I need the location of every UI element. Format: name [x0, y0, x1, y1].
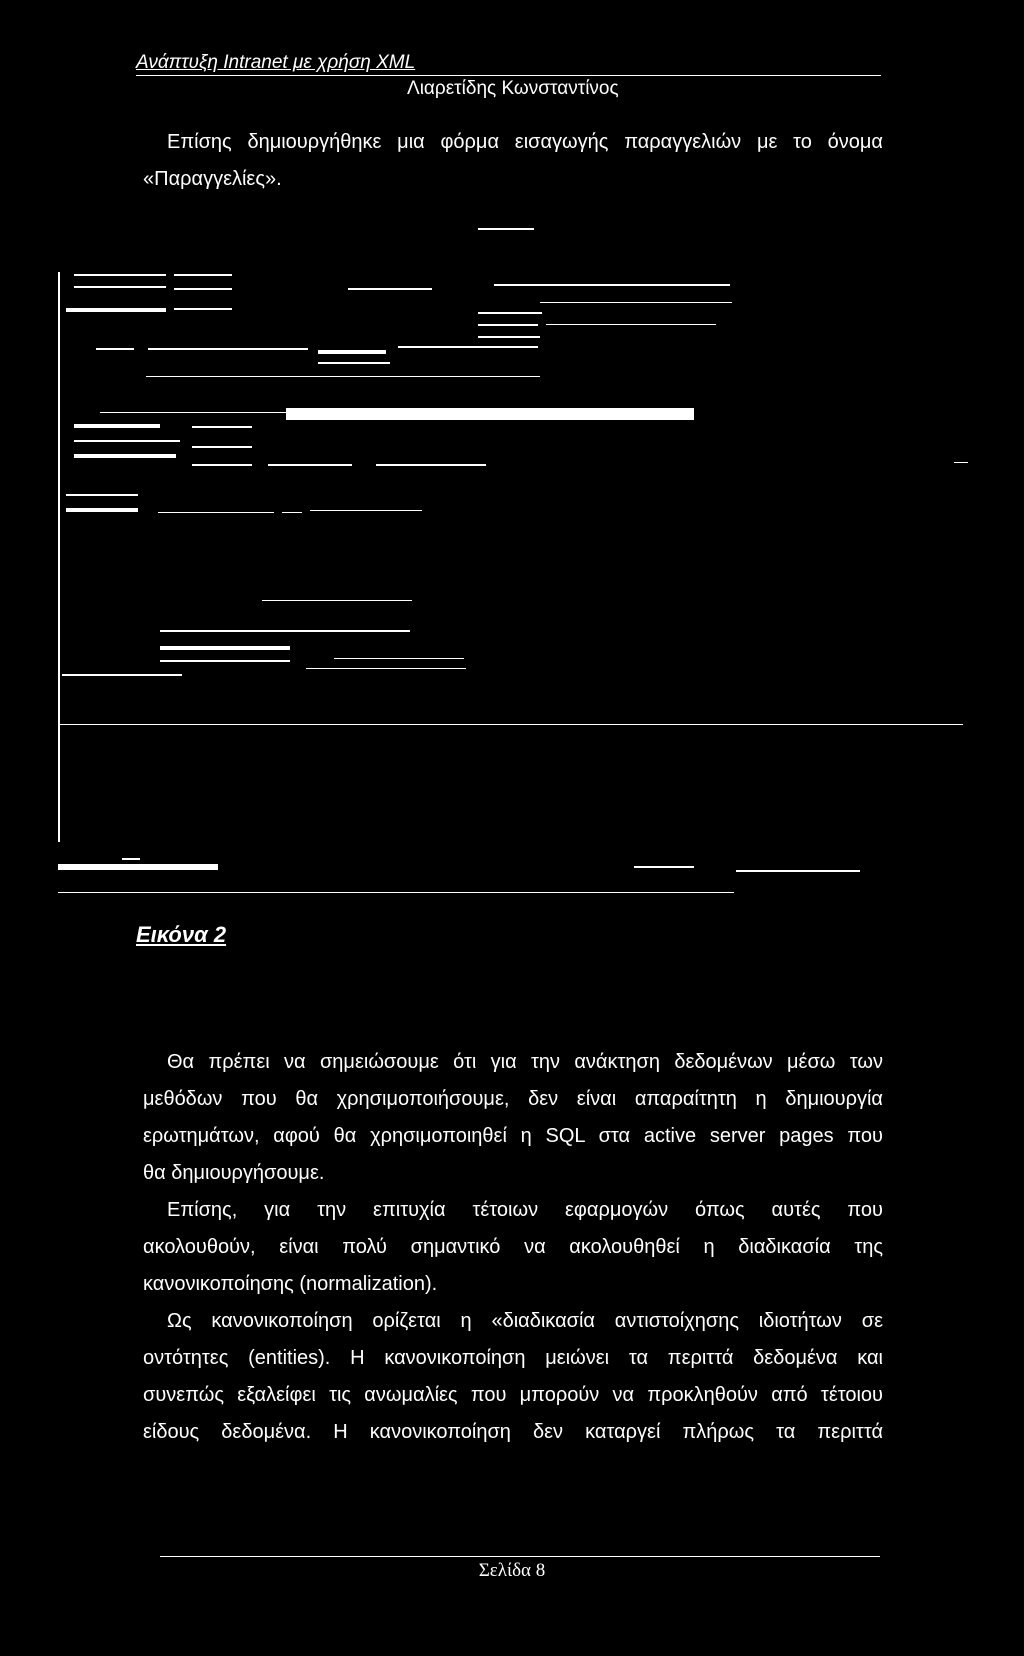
- form-field-line: [62, 674, 182, 676]
- figure-left-border: [58, 272, 60, 842]
- form-field-line: [160, 630, 410, 632]
- form-field-line: [96, 348, 134, 350]
- form-field-line: [74, 286, 166, 288]
- form-field-line: [540, 302, 732, 303]
- form-field-line: [174, 288, 232, 290]
- text-line: Θα πρέπει να σημειώσουμε ότι για την ανάκτηση δεδομένων μέσω των: [167, 1051, 883, 1073]
- form-field-line: [146, 376, 540, 377]
- form-field-line: [262, 600, 412, 601]
- form-label-line: [74, 424, 160, 428]
- form-field-line: [158, 512, 274, 513]
- form-screenshot-figure: [0, 200, 1024, 900]
- form-field-line: [478, 312, 542, 314]
- text-line: μεθόδων που θα χρησιμοποιήσουμε, δεν είναι απαραίτητη η δημιουργία: [143, 1088, 883, 1110]
- form-field-line: [192, 426, 252, 428]
- footer-divider: [160, 1556, 880, 1557]
- document-author: Λιαρετίδης Κωνσταντίνος: [407, 78, 619, 99]
- form-title-bar: [286, 408, 694, 420]
- intro-paragraph: [143, 124, 883, 198]
- form-field-line: [318, 350, 386, 354]
- header-divider: [136, 75, 881, 76]
- form-field-line: [310, 510, 422, 511]
- form-field-line: [174, 274, 232, 276]
- body-paragraphs: [143, 1044, 883, 1451]
- form-field-line: [66, 308, 166, 312]
- text-line: Επίσης δημιουργήθηκε μια φόρμα εισαγωγής παραγγελιών με το όνομα: [167, 131, 883, 153]
- form-field-line: [192, 446, 252, 448]
- form-field-line: [334, 658, 464, 659]
- form-field-line: [478, 336, 540, 338]
- status-bar-line: [58, 892, 734, 893]
- form-label-line: [66, 508, 138, 512]
- form-field-line: [376, 464, 486, 466]
- figure-caption: Εικόνα 2: [136, 922, 227, 947]
- form-field-line: [306, 668, 466, 669]
- form-field-line: [736, 870, 860, 872]
- text-line: Επίσης, για την επιτυχία τέτοιων εφαρμογών όπως αυτές που: [167, 1199, 883, 1221]
- form-label-line: [66, 494, 138, 496]
- form-label-line: [74, 440, 180, 442]
- form-field-line: [398, 346, 538, 348]
- form-button-line: [160, 660, 290, 662]
- form-field-line: [174, 308, 232, 310]
- form-field-line: [100, 412, 290, 413]
- text-line: Ως κανονικοποίηση ορίζεται η «διαδικασία αντιστοίχησης ιδιοτήτων σε: [167, 1310, 883, 1332]
- form-field-line: [192, 464, 252, 466]
- form-field-line: [74, 274, 166, 276]
- text-line: οντότητες (entities). Η κανονικοποίηση μειώνει τα περιττά δεδομένα και: [143, 1347, 883, 1369]
- form-field-line: [478, 228, 534, 230]
- form-field-line: [348, 288, 432, 290]
- form-field-line: [954, 462, 968, 463]
- text-line: ερωτημάτων, αφού θα χρησιμοποιηθεί η SQL στα active server pages που: [143, 1125, 883, 1147]
- form-field-line: [148, 348, 308, 350]
- form-field-line: [122, 858, 140, 860]
- form-field-line: [634, 866, 694, 868]
- text-line: θα δημιουργήσουμε.: [143, 1162, 325, 1184]
- text-line: κανονικοποίησης (normalization).: [143, 1273, 438, 1295]
- form-field-line: [318, 362, 390, 364]
- page-number: Σελίδα 8: [478, 1560, 546, 1581]
- document-title: Ανάπτυξη Intranet με χρήση XML: [136, 52, 416, 73]
- form-field-line: [546, 324, 716, 325]
- figure-divider: [58, 724, 963, 725]
- form-field-line: [282, 512, 302, 513]
- form-field-line: [494, 284, 730, 286]
- text-line: ακολουθούν, είναι πολύ σημαντικό να ακολουθηθεί η διαδικασία της: [143, 1236, 883, 1258]
- text-line: συνεπώς εξαλείφει τις ανωμαλίες που μπορούν να προκληθούν από τέτοιου: [143, 1384, 883, 1406]
- form-field-line: [478, 324, 538, 326]
- form-label-line: [74, 454, 176, 458]
- form-button-line: [160, 646, 290, 650]
- text-line: «Παραγγελίες».: [143, 168, 282, 190]
- text-line: είδους δεδομένα. Η κανονικοποίηση δεν καταργεί πλήρως τα περιττά: [143, 1421, 883, 1443]
- record-navigator: [58, 864, 218, 870]
- form-field-line: [268, 464, 352, 466]
